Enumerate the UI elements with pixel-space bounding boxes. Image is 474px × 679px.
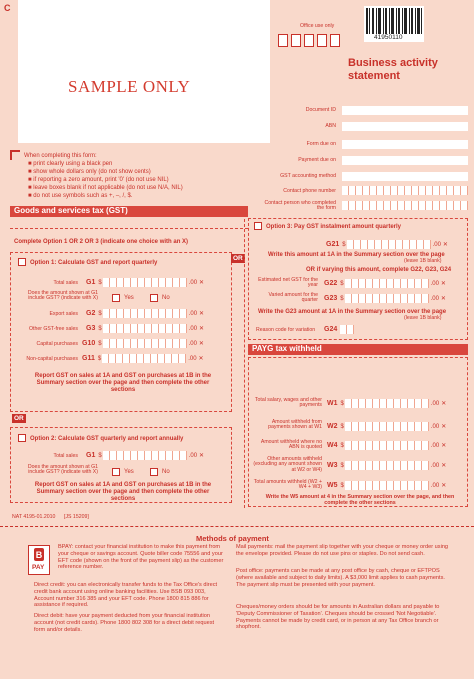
option1-footer: Report GST on sales at 1A and GST on purchases at 1B in the Summary section over the page and then complete the other sections xyxy=(34,373,212,394)
option2-no-label: No xyxy=(162,469,170,475)
option2-footer: Report GST on sales at 1A and GST on purchases at 1B in the Summary section over the page and then complete the other sections xyxy=(34,482,212,503)
field-contact-person-label: Contact person who completed the form xyxy=(264,200,336,212)
bpay-logo-text: PAY xyxy=(32,564,45,571)
field-payment-due-label: Payment due on xyxy=(298,157,336,163)
w3-label: Other amounts withheld (excluding any amount shown at W2 or W4) xyxy=(253,456,322,473)
field-document-id xyxy=(342,106,468,115)
mail-text: Mail payments: mail the payment slip together with your cheque or money order using the envelope provided. Please do not use pins or staples. Do not send cash. xyxy=(236,544,449,557)
g23-field[interactable]: G23 $ .00 ✕ xyxy=(324,295,446,302)
barcode xyxy=(364,6,424,42)
form-ref: NAT 4195-01.2010 xyxy=(12,514,56,520)
x-icon: ✕ xyxy=(199,280,205,286)
field-form-due-label: Form due on xyxy=(306,141,336,147)
option2-g1-label: Total sales xyxy=(53,453,78,459)
g23-note: Write the G23 amount at 1A in the Summary section over the page xyxy=(258,309,447,315)
g11-field[interactable]: G11 $ .00 ✕ xyxy=(82,355,204,362)
title-line2: statement xyxy=(348,70,400,82)
w2-field[interactable]: W2 $ .00 ✕ xyxy=(327,423,447,430)
g1-no-checkbox[interactable] xyxy=(150,294,158,302)
g11-label: Non-capital purchases xyxy=(26,356,78,362)
g21-field[interactable]: G21 $ .00 ✕ xyxy=(326,241,448,248)
field-gst-method-label: GST accounting method xyxy=(280,173,336,179)
g22-field[interactable]: G22 $ .00 ✕ xyxy=(324,280,446,287)
field-abn xyxy=(342,122,468,131)
instruction-1: ■ print clearly using a black pen xyxy=(28,161,113,167)
form-ref2: [JS 15209] xyxy=(64,514,89,520)
instruction-3: ■ if reporting a zero amount, print '0' (do not use NIL) xyxy=(28,177,169,183)
corner-letter: C xyxy=(4,3,11,13)
g1-yes-label: Yes xyxy=(124,295,134,301)
x-icon: ✕ xyxy=(440,281,446,287)
option1-title: Option 1: Calculate GST and report quarterly xyxy=(30,260,158,266)
field-gst-method xyxy=(342,172,468,181)
barcode-icon xyxy=(366,8,422,34)
instructions-bracket xyxy=(10,150,20,160)
option2-checkbox[interactable] xyxy=(18,434,26,442)
g23-label: Varied amount for the quarter xyxy=(268,292,318,304)
bpay-logo xyxy=(28,545,50,575)
w1-label: Total salary, wages and other payments xyxy=(254,397,322,409)
option1-checkbox[interactable] xyxy=(18,258,26,266)
option2-g1-includes-label: Does the amount shown at G1 include GST? (indicate with X) xyxy=(27,464,98,476)
g24-label: Reason code for variation xyxy=(256,327,316,333)
w4-field[interactable]: W4 $ .00 ✕ xyxy=(327,442,447,449)
g21-note2: (leave 1B blank) xyxy=(404,258,442,264)
vary-note: OR if varying this amount, complete G22, G23, G24 xyxy=(306,267,452,273)
g22-label: Estimated net GST for the year xyxy=(258,277,318,289)
g23-note2: (leave 1B blank) xyxy=(404,315,442,321)
sample-watermark: SAMPLE ONLY xyxy=(68,77,191,96)
bpay-text: BPAY: contact your financial institution to make this payment from your cheque or savings account. Quote biller code 75556 and your EFT code (shown on the front of the payment slip) as the customer reference number. xyxy=(58,544,224,571)
instruction-2: ■ show whole dollars only (do not show cents) xyxy=(28,169,151,175)
g2-field[interactable]: G2 $ .00 ✕ xyxy=(86,310,205,317)
w3-field[interactable]: W3 $ .00 ✕ xyxy=(327,462,447,469)
g3-label: Other GST-free sales xyxy=(28,326,78,332)
x-icon: ✕ xyxy=(199,453,205,459)
x-icon: ✕ xyxy=(440,296,446,302)
barcode-number: 41950110 xyxy=(374,34,403,41)
x-icon: ✕ xyxy=(199,311,205,317)
g1-no-label: No xyxy=(162,295,170,301)
instructions-head: When completing this form: xyxy=(24,153,97,159)
option3-checkbox[interactable] xyxy=(254,222,262,230)
payment-heading: Methods of payment xyxy=(196,534,269,543)
g2-label: Export sales xyxy=(49,311,78,317)
title-line1: Business activity xyxy=(348,57,438,69)
g1-yes-checkbox[interactable] xyxy=(112,294,120,302)
bpay-icon xyxy=(29,547,49,563)
post-office-text: Post office: payments can be made at any post office by cash, cheque or EFTPOS (where available and subject to daily limits). A $3,000 limit applies to cash payments. The payment slip must be presented with your payment. xyxy=(236,568,445,588)
x-icon: ✕ xyxy=(441,424,447,430)
g10-label: Capital purchases xyxy=(36,341,78,347)
option2-no-checkbox[interactable] xyxy=(150,468,158,476)
direct-debit-text: Direct debit: have your payment deducted from your financial institution account (not credit cards). Phone 1800 802 308 for a direct debit request form and/or details. xyxy=(34,613,215,633)
x-icon: ✕ xyxy=(441,401,447,407)
instruction-5: ■ do not use symbols such as +, –, /, $. xyxy=(28,193,133,199)
w4-label: Amount withheld where no ABN is quoted xyxy=(260,439,322,451)
office-use-boxes xyxy=(278,34,340,47)
x-icon: ✕ xyxy=(441,483,447,489)
x-icon: ✕ xyxy=(198,356,204,362)
option2-g1-field[interactable]: G1 $ .00 ✕ xyxy=(86,452,205,459)
field-form-due xyxy=(342,140,468,149)
tear-line xyxy=(0,526,474,527)
g1-includes-label: Does the amount shown at G1 include GST? (indicate with X) xyxy=(27,290,98,302)
divider xyxy=(10,228,248,229)
field-contact-person[interactable] xyxy=(342,201,468,210)
or-badge-left: OR xyxy=(14,415,24,422)
w5-field[interactable]: W5 $ .00 ✕ xyxy=(327,482,447,489)
or-badge-right: OR xyxy=(233,255,243,262)
instruction-4: ■ leave boxes blank if not applicable (do not use N/A, NIL) xyxy=(28,185,183,191)
field-contact-phone-label: Contact phone number xyxy=(283,188,336,194)
option2-yes-label: Yes xyxy=(124,469,134,475)
column-divider xyxy=(244,214,245,508)
x-icon: ✕ xyxy=(441,443,447,449)
svg-text:B: B xyxy=(35,550,43,560)
g1-label: Total sales xyxy=(53,280,78,286)
g3-field[interactable]: G3 $ .00 ✕ xyxy=(86,325,205,332)
w1-field[interactable]: W1 $ .00 ✕ xyxy=(327,400,447,407)
payg-footer: Write the W5 amount at 4 in the Summary section over the page, and then complete the other sections xyxy=(265,494,455,507)
payg-header: PAYG tax withheld xyxy=(248,344,468,355)
g1-field[interactable]: G1 $ .00 ✕ xyxy=(86,279,205,286)
cheques-text: Cheques/money orders should be for amounts in Australian dollars and payable to 'Deputy Commissioner of Taxation'. Cheques should be crossed 'Not Negotiable'. Payments cannot be made by credit card, or in person at any Tax Office branch or shopfront. xyxy=(236,604,440,631)
option3-title: Option 3: Pay GST instalment amount quarterly xyxy=(266,224,402,230)
g10-field[interactable]: G10 $ .00 ✕ xyxy=(82,340,204,347)
field-payment-due xyxy=(342,156,468,165)
gst-choose: Complete Option 1 OR 2 OR 3 (indicate one choice with an X) xyxy=(14,239,189,245)
direct-credit-text: Direct credit: you can electronically transfer funds to the Tax Office's direct credit bank account using online banking facilities. Use BSB 093 003, Account number 316 385 and your EFT code. Phone 1800 815 886 for assistance if required. xyxy=(34,582,218,609)
x-icon: ✕ xyxy=(441,463,447,469)
g24-field[interactable]: G24 xyxy=(324,325,354,334)
w5-label: Total amounts withheld (W2 + W4 + W3) xyxy=(253,479,322,491)
x-icon: ✕ xyxy=(198,341,204,347)
option2-title: Option 2: Calculate GST quarterly and report annually xyxy=(30,436,184,442)
office-use-label: Office use only xyxy=(300,23,335,29)
field-contact-phone[interactable] xyxy=(342,186,468,195)
g21-note: Write this amount at 1A in the Summary section over the page xyxy=(268,252,445,258)
field-abn-label: ABN xyxy=(325,123,336,129)
address-panel xyxy=(18,0,270,143)
field-document-id-label: Document ID xyxy=(305,107,336,113)
option2-yes-checkbox[interactable] xyxy=(112,468,120,476)
x-icon: ✕ xyxy=(442,242,448,248)
x-icon: ✕ xyxy=(199,326,205,332)
gst-header: Goods and services tax (GST) xyxy=(10,206,248,217)
w2-label: Amount withheld from payments shown at W1 xyxy=(268,419,322,431)
